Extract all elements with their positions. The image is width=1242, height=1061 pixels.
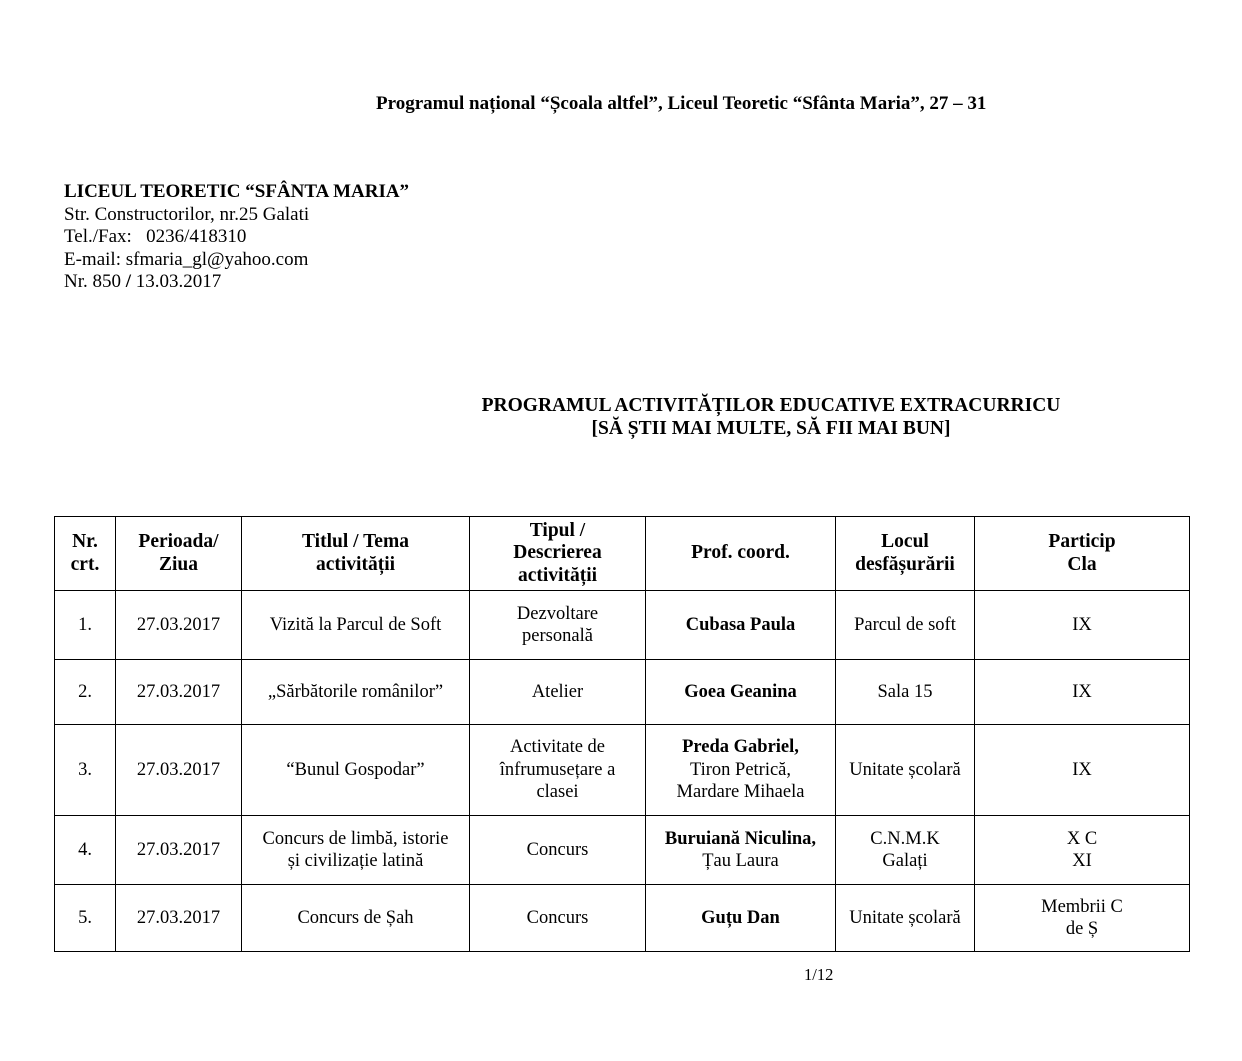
cell-type-line: Dezvoltare bbox=[516, 603, 599, 624]
coordinator-lead: Buruiană Niculina, bbox=[664, 828, 817, 849]
table-row bbox=[55, 725, 1190, 816]
cell-type-line: Concurs bbox=[526, 907, 589, 928]
cell-title-line: Vizită la Parcul de Soft bbox=[269, 614, 442, 635]
column-header-line: Locul bbox=[881, 531, 929, 552]
cell-place bbox=[836, 816, 975, 885]
column-header-line: Titlul / Tema bbox=[302, 531, 409, 552]
column-header bbox=[975, 517, 1190, 591]
cell-date: 27.03.2017 bbox=[116, 885, 242, 952]
document-title bbox=[300, 394, 1242, 440]
cell-date: 27.03.2017 bbox=[116, 591, 242, 660]
cell-type bbox=[470, 725, 646, 816]
coordinator-other: Țau Laura bbox=[702, 851, 779, 871]
table-row bbox=[55, 816, 1190, 885]
cell-participants bbox=[975, 591, 1190, 660]
cell-place bbox=[836, 725, 975, 816]
column-header-line: crt. bbox=[70, 553, 100, 575]
coordinator-other: Tiron Petrică, bbox=[689, 759, 792, 780]
org-address: Str. Constructorilor, nr.25 Galati bbox=[64, 203, 310, 225]
cell-title-line: Concurs de limbă, istorie bbox=[262, 828, 449, 849]
cell-participants bbox=[975, 816, 1190, 885]
letterhead bbox=[64, 181, 409, 294]
cell-title bbox=[242, 591, 470, 660]
coordinator-lead: Cubasa Paula bbox=[685, 614, 796, 635]
table-row bbox=[55, 660, 1190, 725]
cell-place-line: Galați bbox=[882, 851, 928, 871]
column-header-line: Ziua bbox=[158, 553, 199, 575]
table-row bbox=[55, 885, 1190, 952]
reg-separator: / bbox=[125, 271, 132, 292]
cell-participants bbox=[975, 660, 1190, 725]
title-line-1: PROGRAMUL ACTIVITĂȚILOR EDUCATIVE EXTRACURRICU bbox=[481, 395, 1061, 416]
phone-number: 0236/418310 bbox=[146, 226, 247, 247]
reg-no: Nr. 850 bbox=[64, 271, 121, 292]
title-line-2: [SĂ ȘTII MAI MULTE, SĂ FII MAI BUN] bbox=[591, 418, 951, 439]
org-name: LICEUL TEORETIC “SFÂNTA MARIA” bbox=[64, 181, 410, 202]
column-header bbox=[470, 517, 646, 591]
cell-type bbox=[470, 885, 646, 952]
cell-title-line: și civilizație latină bbox=[287, 851, 424, 871]
reg-date: 13.03.2017 bbox=[135, 271, 222, 292]
column-header-line: Descrierea bbox=[513, 542, 602, 564]
coordinator-lead: Goea Geanina bbox=[684, 681, 797, 702]
column-header-line: activității bbox=[315, 553, 396, 575]
coordinator-other: Mardare Mihaela bbox=[676, 782, 805, 803]
cell-coordinator bbox=[646, 660, 836, 725]
cell-number: 3. bbox=[55, 725, 116, 816]
column-header-line: Particip bbox=[1048, 531, 1116, 552]
cell-coordinator bbox=[646, 725, 836, 816]
cell-type bbox=[470, 660, 646, 725]
cell-coordinator bbox=[646, 885, 836, 952]
registration-number bbox=[64, 271, 409, 294]
phone-label: Tel./Fax: bbox=[64, 226, 132, 247]
cell-place bbox=[836, 885, 975, 952]
table-header-row bbox=[55, 517, 1190, 591]
cell-title bbox=[242, 725, 470, 816]
cell-type-line: înfrumusețare a bbox=[499, 759, 616, 780]
org-email: E-mail: sfmaria_gl@yahoo.com bbox=[64, 248, 309, 270]
column-header bbox=[836, 517, 975, 591]
cell-participants-line: X C bbox=[1066, 828, 1098, 849]
cell-place-line: Parcul de soft bbox=[854, 614, 956, 635]
cell-type-line: Atelier bbox=[531, 681, 584, 702]
column-header bbox=[116, 517, 242, 591]
cell-place-line: Sala 15 bbox=[877, 681, 933, 702]
page-number: 1/12 bbox=[804, 965, 834, 984]
column-header-line: Cla bbox=[1067, 553, 1097, 575]
cell-date: 27.03.2017 bbox=[116, 660, 242, 725]
cell-place-line: Unitate școlară bbox=[849, 759, 961, 780]
column-header-line: Tipul / bbox=[529, 519, 586, 541]
activities-table bbox=[54, 516, 1190, 952]
cell-place bbox=[836, 660, 975, 725]
cell-participants-line: IX bbox=[1072, 614, 1092, 635]
activities-table-wrapper bbox=[54, 516, 1190, 952]
cell-number: 2. bbox=[55, 660, 116, 725]
column-header-line: Perioada/ bbox=[138, 531, 219, 552]
coordinator-lead: Guțu Dan bbox=[701, 907, 780, 928]
cell-title-line: Concurs de Șah bbox=[297, 907, 414, 928]
cell-place-line: Unitate școlară bbox=[849, 907, 961, 928]
running-header: Programul național “Școala altfel”, Liceul Teoretic “Sfânta Maria”, 27 – 31 bbox=[376, 93, 987, 114]
cell-type-line: personală bbox=[522, 626, 593, 646]
cell-type-line: clasei bbox=[536, 782, 579, 803]
column-header-line: Prof. coord. bbox=[691, 542, 790, 564]
column-header bbox=[242, 517, 470, 591]
cell-number: 1. bbox=[55, 591, 116, 660]
column-header bbox=[55, 517, 116, 591]
cell-participants-line: de Ș bbox=[1065, 919, 1099, 939]
table-body bbox=[55, 591, 1190, 952]
table-row bbox=[55, 591, 1190, 660]
cell-type-line: Activitate de bbox=[509, 737, 606, 758]
org-phone bbox=[64, 226, 409, 249]
column-header-line: desfășurării bbox=[855, 553, 955, 575]
cell-title-line: “Bunul Gospodar” bbox=[286, 759, 425, 780]
cell-participants bbox=[975, 885, 1190, 952]
column-header-line: Nr. bbox=[72, 531, 98, 552]
cell-participants-line: XI bbox=[1072, 851, 1092, 871]
cell-place-line: C.N.M.K bbox=[870, 828, 940, 849]
column-header-line: activității bbox=[517, 564, 598, 586]
cell-type bbox=[470, 591, 646, 660]
cell-participants-line: Membrii C bbox=[1041, 896, 1123, 917]
cell-title bbox=[242, 885, 470, 952]
column-header bbox=[646, 517, 836, 591]
cell-place bbox=[836, 591, 975, 660]
cell-participants-line: IX bbox=[1072, 759, 1092, 780]
cell-title-line: „Sărbătorile românilor” bbox=[267, 681, 444, 702]
cell-number: 5. bbox=[55, 885, 116, 952]
cell-participants-line: IX bbox=[1072, 681, 1092, 702]
coordinator-lead: Preda Gabriel, bbox=[682, 737, 799, 758]
cell-type bbox=[470, 816, 646, 885]
cell-title bbox=[242, 816, 470, 885]
cell-coordinator bbox=[646, 591, 836, 660]
cell-coordinator bbox=[646, 816, 836, 885]
cell-type-line: Concurs bbox=[526, 839, 589, 860]
cell-date: 27.03.2017 bbox=[116, 816, 242, 885]
cell-number: 4. bbox=[55, 816, 116, 885]
cell-title bbox=[242, 660, 470, 725]
cell-participants bbox=[975, 725, 1190, 816]
cell-date: 27.03.2017 bbox=[116, 725, 242, 816]
